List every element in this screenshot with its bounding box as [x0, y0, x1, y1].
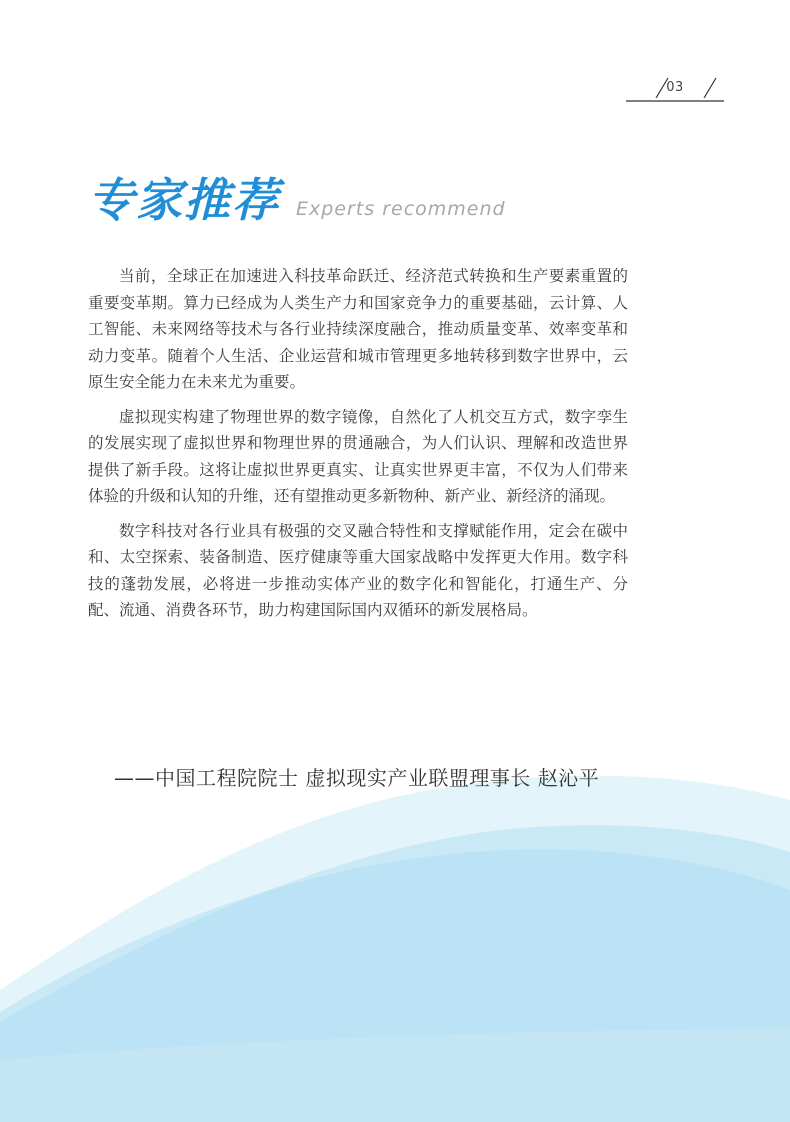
section-title: [88, 172, 648, 232]
section-title-en: Experts recommend: [296, 198, 506, 220]
section-title-cn: 专家推荐: [88, 173, 280, 227]
page-number: 03: [666, 80, 684, 95]
body-text: [88, 263, 628, 632]
paragraph-2: 虚拟现实构建了物理世界的数字镜像，自然化了人机交互方式，数字孪生的发展实现了虚拟世界和物理世界的贯通融合，为人们认识、理解和改造世界提供了新手段。这将让虚拟世界更真实、让真实世界更丰富，不仅为人们带来体验的升级和认知的升维，还有望推动更多新物种、新产业、新经济的涌现。: [88, 407, 628, 505]
paragraph-3: 数字科技对各行业具有极强的交叉融合特性和支撑赋能作用，定会在碳中和、太空探索、装备制造、医疗健康等重大国家战略中发挥更大作用。数字科技的蓬勃发展，必将进一步推动实体产业的数字化和智能化，打通生产、分配、流通、消费各环节，助力构建国际国内双循环的新发展格局。: [88, 521, 628, 619]
signature: ——中国工程院院士 虚拟现实产业联盟理事长 赵沁平: [114, 766, 600, 790]
wave-background: [0, 760, 790, 1122]
paragraph-1: 当前，全球正在加速进入科技革命跃迁、经济范式转换和生产要素重置的重要变革期。算力已经成为人类生产力和国家竞争力的重要基础，云计算、人工智能、未来网络等技术与各行业持续深度融合，推动质量变革、效率变革和动力变革。随着个人生活、企业运营和城市管理更多地转移到数字世界中，云原生安全能力在未来尤为重要。: [88, 267, 628, 391]
page-number-marker: [626, 74, 724, 104]
